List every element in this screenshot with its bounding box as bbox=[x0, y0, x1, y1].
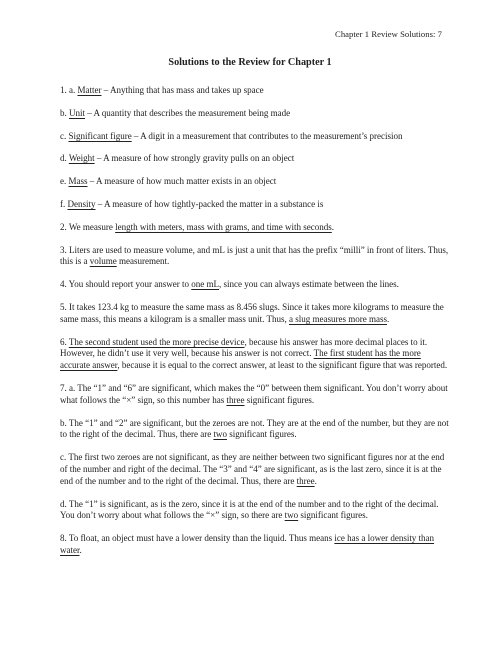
paragraph-text: . bbox=[331, 221, 335, 232]
paragraph-text: . bbox=[314, 475, 317, 486]
solution-paragraph bbox=[60, 499, 452, 523]
solution-paragraph bbox=[60, 452, 452, 487]
running-head: Chapter 1 Review Solutions: 7 bbox=[335, 29, 442, 39]
paragraph-text: e. bbox=[60, 176, 69, 187]
paragraph-text: , because it is equal to the correct answer, at least to the significant figure that was reported. bbox=[117, 360, 448, 371]
paragraph-text: significant figures. bbox=[244, 394, 315, 405]
underlined-answer: length with meters, mass with grams, and time with seconds bbox=[115, 221, 332, 232]
paragraph-text: b. bbox=[60, 107, 69, 118]
paragraph-text: – A quantity that describes the measurement being made bbox=[85, 107, 291, 118]
solution-paragraph bbox=[60, 337, 452, 372]
underlined-answer: one mL bbox=[191, 279, 219, 290]
solution-paragraph bbox=[60, 245, 452, 269]
underlined-answer: two bbox=[284, 510, 299, 521]
solution-paragraph bbox=[60, 176, 452, 188]
underlined-answer: Unit bbox=[69, 107, 86, 118]
paragraph-text: d. bbox=[60, 153, 69, 164]
underlined-answer: Significant figure bbox=[68, 130, 132, 141]
paragraph-text: 7. a. The “1” and “6” are significant, which makes the “0” between them significant. You don’t worry about what follows the “×” sign, so this number has bbox=[60, 382, 448, 405]
solution-paragraph bbox=[60, 108, 452, 120]
underlined-answer: three bbox=[296, 475, 315, 486]
paragraph-text: – A measure of how much matter exists in an object bbox=[87, 176, 277, 187]
paragraph-text: , since you can always estimate between the lines. bbox=[219, 279, 399, 290]
underlined-answer: three bbox=[226, 394, 245, 405]
underlined-answer: Matter bbox=[77, 85, 102, 95]
solution-paragraph bbox=[60, 302, 452, 326]
solution-paragraph bbox=[60, 533, 452, 557]
paragraph-text: . bbox=[79, 544, 82, 555]
underlined-answer: two bbox=[213, 429, 227, 440]
paragraph-text: – Anything that has mass and takes up space bbox=[101, 85, 264, 95]
paragraph-text: 6. bbox=[60, 336, 69, 347]
paragraph-text: significant figures. bbox=[226, 429, 297, 440]
paragraph-text: 2. We measure bbox=[60, 221, 116, 232]
paragraph-text: d. The “1” is significant, as is the zero, since it is at the end of the number and to the right of the decimal. You don’t worry about what follows the “×” sign, so there are bbox=[60, 498, 439, 521]
solution-paragraph bbox=[60, 279, 452, 291]
paragraph-text: , because his answer has more decimal places to it. However, he didn’t use it very well, because his answer is not correct. bbox=[60, 336, 428, 359]
paragraph-text: . bbox=[387, 313, 390, 324]
underlined-answer: Density bbox=[67, 198, 96, 209]
underlined-answer: Mass bbox=[68, 176, 88, 187]
solutions-body bbox=[60, 85, 452, 568]
paragraph-text: c. The first two zeroes are not significant, as they are neither between two significant figures nor at the end of the number and right of the decimal. The “3” and “4” are significant, as is the last zero, since it is at the end of the number and to the right of the decimal. Thus, there are bbox=[60, 452, 445, 486]
solution-paragraph bbox=[60, 418, 452, 442]
paragraph-text: measurement. bbox=[116, 256, 170, 267]
paragraph-text: 8. To float, an object must have a lower density than the liquid. Thus means bbox=[60, 533, 335, 544]
underlined-answer: volume bbox=[89, 256, 117, 267]
underlined-answer: The first student has the more accurate answer bbox=[60, 348, 421, 371]
page-title: Solutions to the Review for Chapter 1 bbox=[168, 57, 332, 68]
underlined-answer: The second student used the more precise device bbox=[68, 336, 245, 347]
paragraph-text: 5. It takes 123.4 kg to measure the same mass as 8.456 slugs. Since it takes more kilograms to measure the same mass, this means a kilogram is a smaller mass unit. Thus, bbox=[60, 301, 444, 324]
paragraph-text: significant figures. bbox=[298, 510, 368, 521]
solution-paragraph bbox=[60, 199, 452, 211]
underlined-answer: a slug measures more mass bbox=[289, 313, 387, 324]
underlined-answer: Weight bbox=[68, 153, 95, 164]
paragraph-text: c. bbox=[60, 130, 69, 141]
solution-paragraph bbox=[60, 153, 452, 165]
paragraph-text: – A measure of how tightly-packed the matter in a substance is bbox=[95, 198, 324, 209]
solution-paragraph bbox=[60, 85, 452, 97]
underlined-answer: ice has a lower density than water bbox=[60, 533, 435, 555]
paragraph-text: – A measure of how strongly gravity pulls on an object bbox=[94, 153, 295, 164]
paragraph-text: 1. a. bbox=[60, 85, 78, 95]
paragraph-text: f. bbox=[60, 198, 68, 209]
paragraph-text: 4. You should report your answer to bbox=[60, 279, 192, 290]
paragraph-text: – A digit in a measurement that contributes to the measurement’s precision bbox=[131, 130, 403, 141]
solution-paragraph bbox=[60, 383, 452, 407]
solution-paragraph bbox=[60, 131, 452, 143]
paragraph-text: 3. Liters are used to measure volume, and mL is just a unit that has the prefix “milli” in front of liters. Thus, this is a bbox=[60, 244, 449, 267]
paragraph-text: b. The “1” and “2” are significant, but the zeroes are not. They are at the end of the number, but they are not to the right of the decimal. Thus, there are bbox=[60, 417, 449, 440]
solution-paragraph bbox=[60, 222, 452, 234]
